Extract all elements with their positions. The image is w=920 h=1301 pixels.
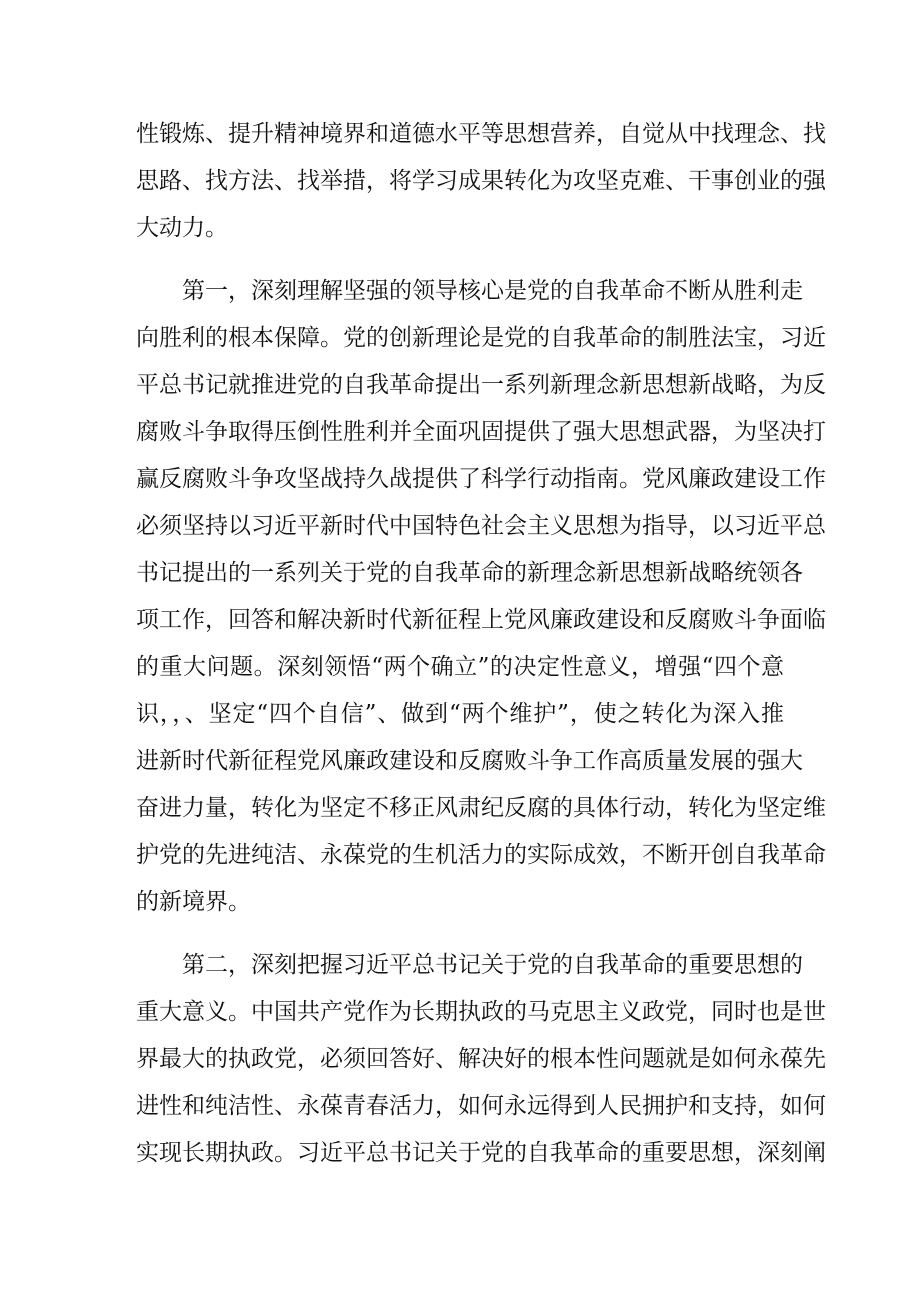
text-line: 平总书记就推进党的自我革命提出一系列新理念新思想新战略，为反 — [136, 372, 826, 398]
text-line: 重大意义。中国共产党作为长期执政的马克思主义政党，同时也是世 — [136, 999, 826, 1025]
text-line: 赢反腐败斗争攻坚战持久战提供了科学行动指南。党风廉政建设工作 — [136, 466, 826, 492]
text-line: 性锻炼、提升精神境界和道德水平等思想营养，自觉从中找理念、找 — [136, 121, 826, 147]
text-line: 实现长期执政。习近平总书记关于党的自我革命的重要思想，深刻阐 — [136, 1140, 826, 1166]
text-line: 进性和纯洁性、永葆青春活力，如何永远得到人民拥护和支持，如何 — [136, 1093, 826, 1119]
paragraph-first-line: 第一，深刻理解坚强的领导核心是党的自我革命不断从胜利走 — [182, 278, 803, 304]
text-line: 的重大问题。深刻领悟“两个确立”的决定性意义，增强“四个意 — [136, 654, 784, 680]
text-line: 护党的先进纯洁、永葆党的生机活力的实际成效，不断开创自我革命 — [136, 842, 826, 868]
text-line: 的新境界。 — [136, 889, 251, 915]
text-line: 进新时代新征程党风廉政建设和反腐败斗争工作高质量发展的强大 — [136, 748, 803, 774]
text-line: 识，，、坚定“四个自信”、做到“两个维护”，使之转化为深入推 — [136, 701, 784, 727]
text-line: 向胜利的根本保障。党的创新理论是党的自我革命的制胜法宝，习近 — [136, 325, 826, 351]
text-line: 书记提出的一系列关于党的自我革命的新理念新思想新战略统领各 — [136, 560, 803, 586]
text-line: 奋进力量，转化为坚定不移正风肃纪反腐的具体行动，转化为坚定维 — [136, 795, 826, 821]
text-line: 腐败斗争取得压倒性胜利并全面巩固提供了强大思想武器，为坚决打 — [136, 419, 826, 445]
text-line: 大动力。 — [136, 215, 228, 241]
text-line: 思路、找方法、找举措，将学习成果转化为攻坚克难、干事创业的强 — [136, 168, 826, 194]
text-line: 界最大的执政党，必须回答好、解决好的根本性问题就是如何永葆先 — [136, 1046, 826, 1072]
text-line: 必须坚持以习近平新时代中国特色社会主义思想为指导，以习近平总 — [136, 513, 826, 539]
text-line: 项工作，回答和解决新时代新征程上党风廉政建设和反腐败斗争面临 — [136, 607, 826, 633]
paragraph-first-line: 第二，深刻把握习近平总书记关于党的自我革命的重要思想的 — [182, 952, 803, 978]
